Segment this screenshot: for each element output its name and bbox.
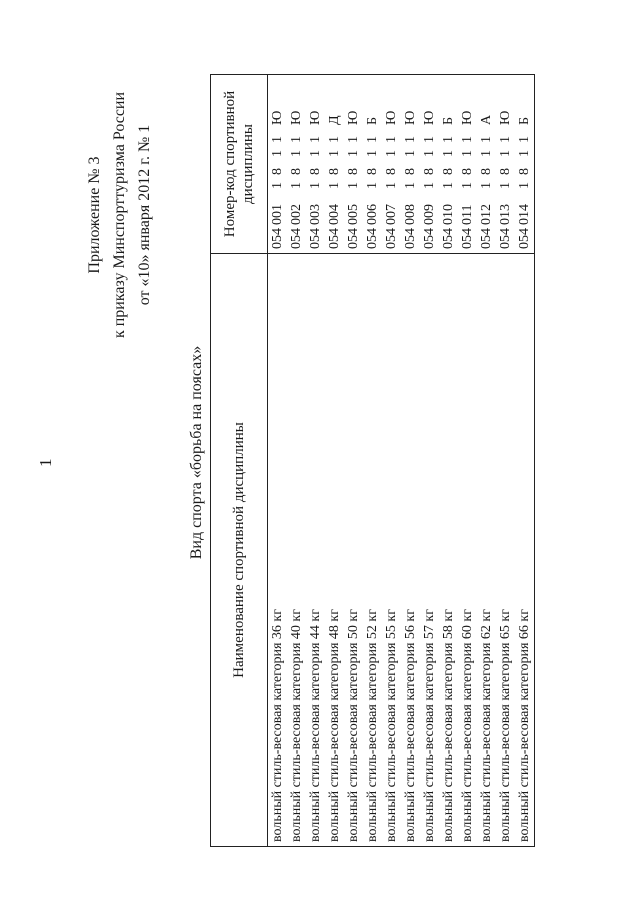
- code-part: 054: [288, 228, 304, 249]
- discipline-name: вольный стиль-весовая категория 65 кг: [496, 254, 515, 847]
- code-part: 1: [402, 150, 418, 157]
- code-part: Ю: [307, 110, 323, 125]
- table-row: [344, 75, 363, 847]
- code-part: Ю: [402, 110, 418, 125]
- header-discipline-code-text: Номер-код спортивной дисциплины: [222, 90, 256, 238]
- code-part: 1: [497, 182, 513, 189]
- header-order: к приказу Минспорттуризма России: [111, 91, 128, 339]
- discipline-name: вольный стиль-весовая категория 62 кг: [477, 254, 496, 847]
- discipline-code: [458, 75, 477, 254]
- discipline-name: вольный стиль-весовая категория 58 кг: [439, 254, 458, 847]
- table-row: [287, 75, 306, 847]
- code-part: 1: [421, 136, 437, 143]
- discipline-name: вольный стиль-весовая категория 60 кг: [458, 254, 477, 847]
- code-part: 8: [459, 168, 475, 175]
- code-part: 1: [516, 136, 532, 143]
- code-part: 1: [516, 182, 532, 189]
- code-part: 8: [421, 168, 437, 175]
- code-part: 1: [364, 182, 380, 189]
- code-part: 054: [383, 228, 399, 249]
- code-part: 1: [459, 136, 475, 143]
- code-part: 014: [516, 204, 532, 225]
- code-part: 1: [383, 150, 399, 157]
- discipline-code: [287, 75, 306, 254]
- header-appendix: Приложение № 3: [86, 156, 103, 274]
- discipline-code: [401, 75, 420, 254]
- code-part: 054: [478, 228, 494, 249]
- code-part: 8: [364, 168, 380, 175]
- discipline-name: вольный стиль-весовая категория 56 кг: [401, 254, 420, 847]
- code-part: 1: [288, 182, 304, 189]
- code-part: 012: [478, 204, 494, 225]
- table-body: [268, 75, 535, 847]
- table-row: [382, 75, 401, 847]
- code-part: 8: [402, 168, 418, 175]
- code-part: Ю: [269, 110, 285, 125]
- code-part: 010: [440, 204, 456, 225]
- code-part: 1: [326, 182, 342, 189]
- discipline-code: [515, 75, 535, 254]
- order-header: [82, 65, 157, 365]
- code-part: Ю: [288, 110, 304, 125]
- sport-title: Вид спорта «борьба на поясах»: [188, 345, 205, 560]
- discipline-code: [363, 75, 382, 254]
- code-part: 8: [307, 168, 323, 175]
- code-part: 1: [421, 182, 437, 189]
- disciplines-table: [210, 74, 535, 847]
- code-part: Ю: [497, 110, 513, 125]
- code-part: 1: [345, 150, 361, 157]
- table-row: [363, 75, 382, 847]
- code-part: 1: [402, 136, 418, 143]
- discipline-code: [496, 75, 515, 254]
- code-part: 1: [383, 136, 399, 143]
- table-row: [306, 75, 325, 847]
- table-row: [401, 75, 420, 847]
- header-discipline-code: [211, 75, 268, 254]
- code-part: 1: [307, 136, 323, 143]
- code-part: Б: [364, 116, 380, 125]
- code-part: 054: [326, 228, 342, 249]
- code-part: 8: [288, 168, 304, 175]
- table-row: [420, 75, 439, 847]
- code-part: 013: [497, 204, 513, 225]
- code-part: 002: [288, 204, 304, 225]
- discipline-name: вольный стиль-весовая категория 36 кг: [268, 254, 288, 847]
- discipline-name: вольный стиль-весовая категория 40 кг: [287, 254, 306, 847]
- discipline-code: [439, 75, 458, 254]
- code-part: Ю: [459, 110, 475, 125]
- code-part: 1: [345, 136, 361, 143]
- code-part: 8: [516, 168, 532, 175]
- table-row: [325, 75, 344, 847]
- code-part: 054: [307, 228, 323, 249]
- code-part: 1: [383, 182, 399, 189]
- code-part: 054: [459, 228, 475, 249]
- code-part: 005: [345, 204, 361, 225]
- table-row: [439, 75, 458, 847]
- discipline-name: вольный стиль-весовая категория 55 кг: [382, 254, 401, 847]
- discipline-name: вольный стиль-весовая категория 66 кг: [515, 254, 535, 847]
- header-discipline-name: Наименование спортивной дисциплины: [211, 254, 268, 847]
- code-part: 008: [402, 204, 418, 225]
- code-part: Ю: [421, 110, 437, 125]
- code-part: 009: [421, 204, 437, 225]
- code-part: 054: [269, 228, 285, 249]
- code-part: А: [478, 114, 494, 125]
- code-part: 1: [478, 182, 494, 189]
- discipline-code: [306, 75, 325, 254]
- code-part: 1: [326, 136, 342, 143]
- discipline-code: [477, 75, 496, 254]
- discipline-code: [420, 75, 439, 254]
- table-row: [458, 75, 477, 847]
- code-part: 8: [383, 168, 399, 175]
- code-part: 1: [269, 150, 285, 157]
- code-part: 1: [478, 150, 494, 157]
- code-part: 1: [307, 182, 323, 189]
- discipline-code: [344, 75, 363, 254]
- code-part: 004: [326, 204, 342, 225]
- code-part: 8: [326, 168, 342, 175]
- code-part: Д: [326, 115, 342, 125]
- discipline-code: [325, 75, 344, 254]
- table-row: [515, 75, 535, 847]
- code-part: 054: [345, 228, 361, 249]
- code-part: 003: [307, 204, 323, 225]
- code-part: 054: [421, 228, 437, 249]
- code-part: 1: [307, 150, 323, 157]
- discipline-code: [268, 75, 288, 254]
- code-part: 011: [459, 204, 475, 225]
- code-part: 1: [478, 136, 494, 143]
- code-part: 054: [497, 228, 513, 249]
- code-part: 001: [269, 204, 285, 225]
- code-part: 1: [459, 150, 475, 157]
- code-part: 8: [345, 168, 361, 175]
- header-date: от «10» января 2012 г. № 1: [136, 124, 153, 306]
- code-part: 1: [288, 150, 304, 157]
- code-part: 1: [440, 136, 456, 143]
- code-part: 1: [459, 182, 475, 189]
- code-part: 1: [269, 182, 285, 189]
- code-part: 1: [402, 182, 418, 189]
- code-part: Ю: [345, 110, 361, 125]
- code-part: 054: [440, 228, 456, 249]
- code-part: 006: [364, 204, 380, 225]
- discipline-name: вольный стиль-весовая категория 57 кг: [420, 254, 439, 847]
- code-part: 8: [497, 168, 513, 175]
- code-part: 054: [516, 228, 532, 249]
- page-number: 1: [36, 458, 55, 467]
- code-part: 1: [364, 136, 380, 143]
- code-part: 8: [269, 168, 285, 175]
- code-part: 1: [421, 150, 437, 157]
- code-part: 1: [440, 182, 456, 189]
- code-part: 1: [288, 136, 304, 143]
- table-row: [496, 75, 515, 847]
- code-part: 1: [497, 136, 513, 143]
- code-part: 8: [440, 168, 456, 175]
- discipline-name: вольный стиль-весовая категория 44 кг: [306, 254, 325, 847]
- code-part: Ю: [383, 110, 399, 125]
- code-part: Б: [516, 116, 532, 125]
- code-part: 1: [497, 150, 513, 157]
- table-row: [477, 75, 496, 847]
- code-part: 054: [402, 228, 418, 249]
- code-part: 1: [516, 150, 532, 157]
- table-header-row: [211, 75, 268, 847]
- code-part: 007: [383, 204, 399, 225]
- code-part: 1: [345, 182, 361, 189]
- discipline-name: вольный стиль-весовая категория 48 кг: [325, 254, 344, 847]
- discipline-name: вольный стиль-весовая категория 50 кг: [344, 254, 363, 847]
- code-part: 054: [364, 228, 380, 249]
- code-part: 1: [364, 150, 380, 157]
- code-part: 1: [326, 150, 342, 157]
- code-part: 1: [440, 150, 456, 157]
- code-part: 8: [478, 168, 494, 175]
- table-row: [268, 75, 288, 847]
- discipline-code: [382, 75, 401, 254]
- code-part: 1: [269, 136, 285, 143]
- discipline-name: вольный стиль-весовая категория 52 кг: [363, 254, 382, 847]
- code-part: Б: [440, 116, 456, 125]
